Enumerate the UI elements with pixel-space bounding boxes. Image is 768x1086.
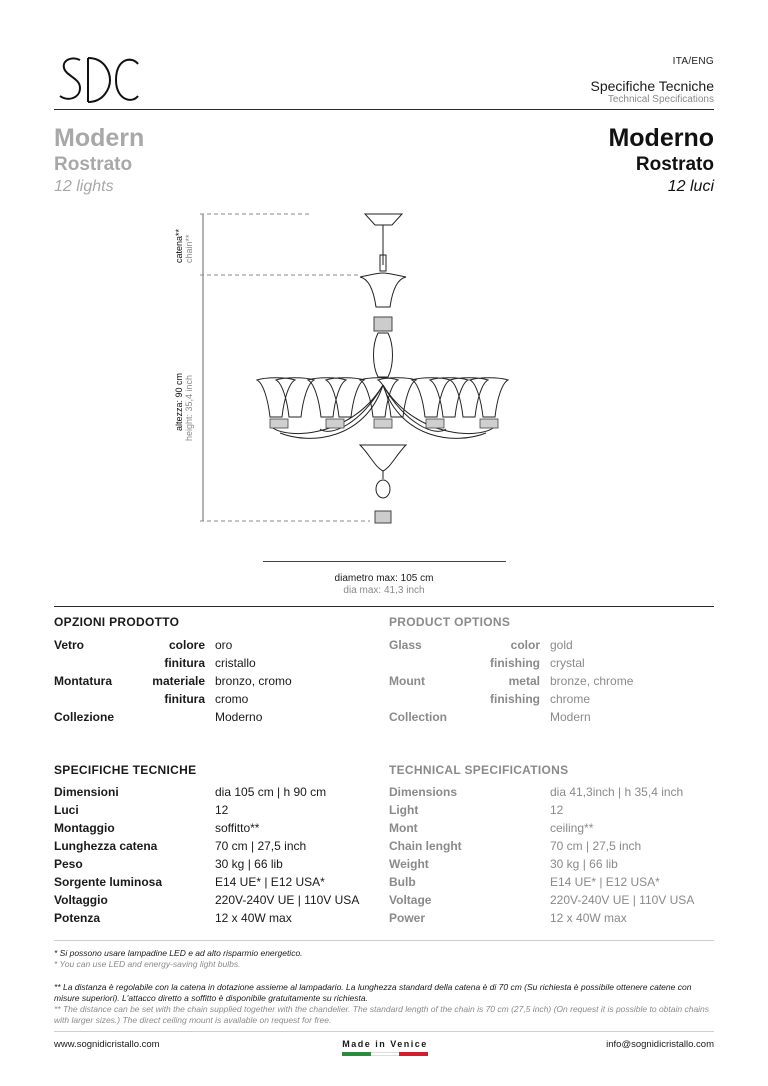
spec-value-it: 220V-240V UE | 110V USA [215,893,360,907]
spec-value-it: dia 105 cm | h 90 cm [215,785,327,799]
header-divider [54,109,714,110]
title-it-lights: 12 luci [667,178,714,195]
spec-value-en: dia 41,3inch | h 35,4 inch [550,785,684,799]
spec-title-it: Specifiche Tecniche [590,78,714,94]
footer-divider [54,1031,714,1032]
spec-value-it: 12 [215,803,229,817]
spec-label-en: Voltage [389,893,432,907]
option-colore: colore [168,638,205,652]
spec-label-en: Mont [389,821,418,835]
height-label-it: altezza: 90 cm [174,372,184,431]
option-collection: Collection [389,710,448,724]
note-chain-it: ** La distanza è regolabile con la catena in dotazione assieme al lampadario. La lunghezza standard della catena è di 70 cm (Su richiesta è possibile ottenere catene con misure superiori). L'attacco diretto a soffitto è disponibile gratuitamente su richiesta. [54,982,692,1003]
option-collezione-value: Moderno [215,710,263,724]
option-montatura: Montatura [54,674,112,688]
note-chain-en: ** The distance can be set with the chain supplied together with the chandelier. The standard length of the chain is 70 cm (27,5 inch) (On request it is possible to obtain chains with larger sizes.) The direct ceiling mount is available on request for free. [54,1004,710,1025]
spec-value-en: 12 [550,803,564,817]
option-collection-value: Modern [550,710,591,724]
spec-value-it: 12 x 40W max [215,911,292,925]
spec-value-it: 70 cm | 27,5 inch [215,839,307,853]
spec-label-en: Light [389,803,419,817]
title-it-model: Rostrato [635,154,714,175]
flag-red [399,1052,428,1056]
spec-label-it: Dimensioni [54,785,119,799]
option-mount: Mount [389,674,425,688]
option-metal-value: bronze, chrome [550,674,634,688]
option-glass: Glass [389,638,422,652]
option-materiale: materiale [152,674,205,688]
flag-white [371,1052,400,1056]
flag-green [342,1052,371,1056]
option-finishing-value: crystal [550,656,585,670]
title-en-lights: 12 lights [54,178,114,195]
made-in-venice-label: Made in Venice [342,1039,428,1049]
options-title-en: PRODUCT OPTIONS [389,615,511,629]
option-finitura: finitura [164,656,205,670]
option-color-value: gold [550,638,573,652]
italian-flag [342,1052,428,1056]
spec-label-en: Dimensions [389,785,458,799]
spec-value-en: 30 kg | 66 lib [550,857,618,871]
spec-label-en: Power [389,911,426,925]
option-finitura-value: cristallo [215,656,256,670]
spec-value-it: 30 kg | 66 lib [215,857,283,871]
spec-value-en: E14 UE* | E12 USA* [550,875,660,889]
option-collezione: Collezione [54,710,115,724]
option-finitura2: finitura [164,692,205,706]
spec-label-it: Potenza [54,911,101,925]
diameter-label-it: diametro max: 105 cm [334,573,434,584]
diameter-label-en: dia max: 41,3 inch [343,585,425,596]
language-label: ITA/ENG [672,56,714,67]
spec-label-en: Chain lenght [389,839,462,853]
title-en-name: Modern [54,124,145,152]
title-en-model: Rostrato [54,154,133,175]
spec-label-it: Lunghezza catena [54,839,158,853]
specs-title-it: SPECIFICHE TECNICHE [54,763,197,777]
spec-label-it: Montaggio [54,821,115,835]
note-led-en: * You can use LED and energy-saving light bulbs. [54,959,241,969]
spec-label-it: Peso [54,857,83,871]
chandelier-drawing [160,205,540,580]
spec-value-it: soffitto** [215,821,260,835]
option-finishing2-value: chrome [550,692,591,706]
brand-logo [58,54,142,108]
spec-value-en: 70 cm | 27,5 inch [550,839,642,853]
chain-label-it: catena** [174,228,184,263]
options-title-it: OPZIONI PRODOTTO [54,615,180,629]
chain-label-en: chain** [184,234,194,263]
height-label-en: height: 35,4 inch [184,374,194,441]
option-finishing2: finishing [490,692,540,706]
spec-value-en: ceiling** [550,821,594,835]
specs-title-en: TECHNICAL SPECIFICATIONS [389,763,569,777]
spec-label-it: Luci [54,803,79,817]
option-color: color [510,638,540,652]
option-finishing: finishing [490,656,540,670]
spec-value-en: 12 x 40W max [550,911,627,925]
spec-title-en: Technical Specifications [607,94,714,105]
title-it-name: Moderno [608,124,714,152]
option-colore-value: oro [215,638,233,652]
spec-label-it: Sorgente luminosa [54,875,163,889]
options-divider [54,606,714,607]
spec-value-en: 220V-240V UE | 110V USA [550,893,695,907]
note-led-it: * Si possono usare lampadine LED e ad alto risparmio energetico. [54,948,303,958]
option-finitura2-value: cromo [215,692,249,706]
spec-label-en: Bulb [389,875,416,889]
option-metal: metal [508,674,540,688]
notes-divider [54,940,714,941]
website-link[interactable]: www.sognidicristallo.com [54,1039,160,1050]
option-vetro: Vetro [54,638,85,652]
email-link[interactable]: info@sognidicristallo.com [606,1039,714,1050]
spec-value-it: E14 UE* | E12 USA* [215,875,325,889]
diameter-line [263,561,506,562]
option-materiale-value: bronzo, cromo [215,674,292,688]
spec-label-it: Voltaggio [54,893,108,907]
spec-label-en: Weight [389,857,429,871]
